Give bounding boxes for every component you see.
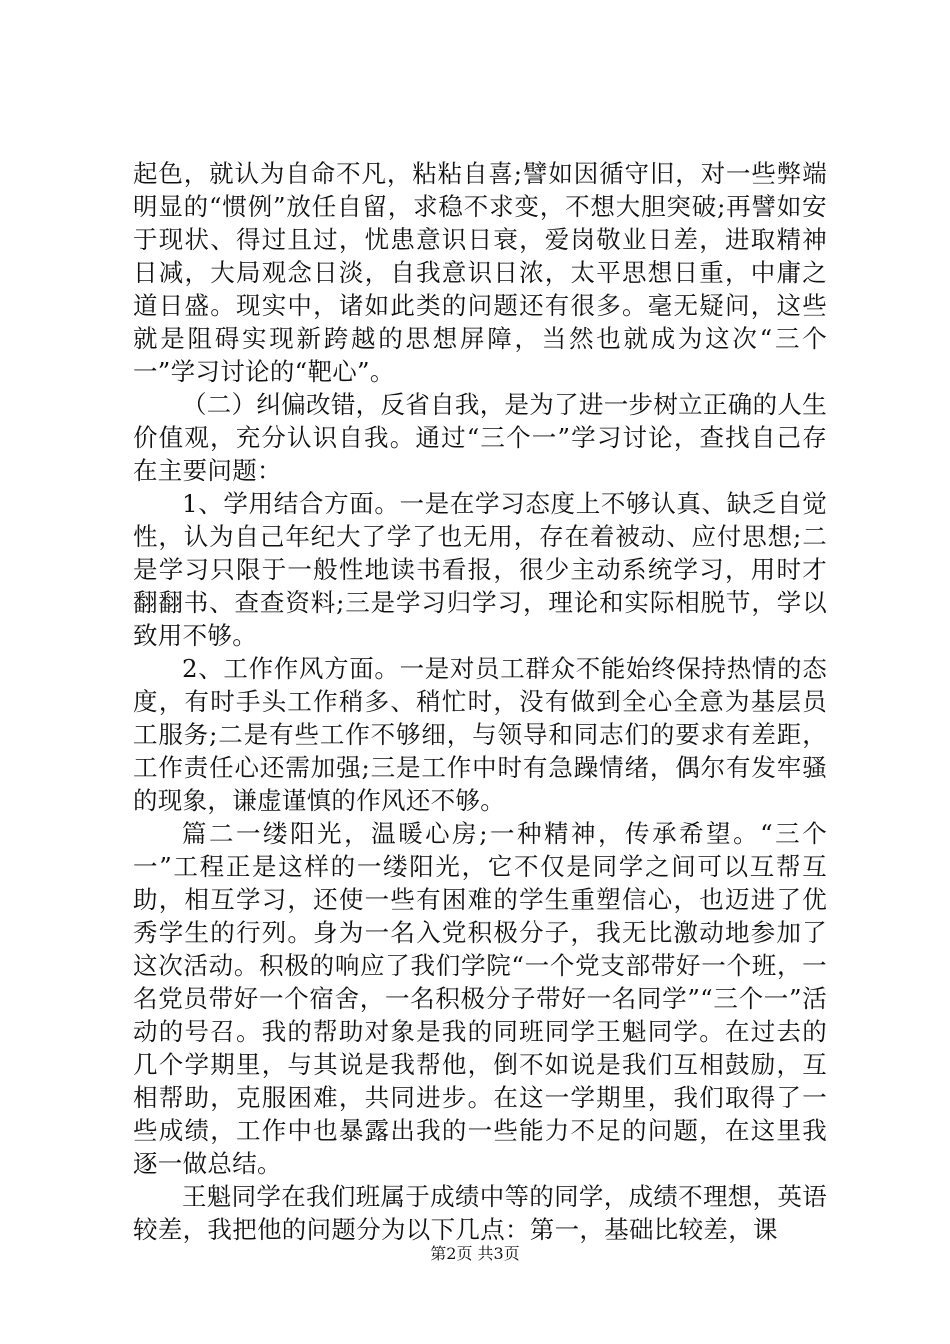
document-body [133,157,827,1246]
paragraph-section-two: （二）纠偏改错，反省自我，是为了进一步树立正确的人生价值观，充分认识自我。通过“三个一”学习讨论，查找自己存在主要问题： [133,390,827,485]
paragraph-wang-kui: 王魁同学在我们班属于成绩中等的同学，成绩不理想，英语较差，我把他的问题分为以下几点：第一，基础比较差，课 [133,1182,827,1244]
paragraph-study-application: 1、学用结合方面。一是在学习态度上不够认真、缺乏自觉性，认为自己年纪大了学了也无用，存在着被动、应付思想;二是学习只限于一般性地读书看报，很少主动系统学习，用时才翻翻书、查查资料;三是学习归学习，理论和实际相脱节，学以致用不够。 [133,489,827,650]
paragraph-work-style: 2、工作作风方面。一是对员工群众不能始终保持热情的态度，有时手头工作稍多、稍忙时，没有做到全心全意为基层员工服务;二是有些工作不够细，与领导和同志们的要求有差距，工作责任心还需加强;三是工作中时有急躁情绪，偶尔有发牢骚的现象，谦虚谨慎的作风还不够。 [133,654,827,815]
page-footer: 第2页 共3页 [430,1244,520,1263]
paragraph-continuation: 起色，就认为自命不凡，粘粘自喜;譬如因循守旧，对一些弊端明显的“惯例”放任自留，求稳不求变，不想大胆突破;再譬如安于现状、得过且过，忧患意识日衰，爱岗敬业日差，进取精神日减，大局观念日淡，自我意识日浓，太平思想日重，中庸之道日盛。现实中，诸如此类的问题还有很多。毫无疑问，这些就是阻碍实现新跨越的思想屏障，当然也就成为这次“三个一”学习讨论的“靶心”。 [133,159,827,386]
paragraph-article-two: 篇二一缕阳光，温暖心房;一种精神，传承希望。“三个一”工程正是这样的一缕阳光，它不仅是同学之间可以互帮互助，相互学习，还使一些有困难的学生重塑信心，也迈进了优秀学生的行列。身为一名入党积极分子，我无比激动地参加了这次活动。积极的响应了我们学院“一个党支部带好一个班，一名党员带好一个宿舍，一名积极分子带好一名同学”“三个一”活动的号召。我的帮助对象是我的同班同学王魁同学。在过去的几个学期里，与其说是我帮他，倒不如说是我们互相鼓励，互相帮助，克服困难，共同进步。在这一学期里，我们取得了一些成绩，工作中也暴露出我的一些能力不足的问题，在这里我逐一做总结。 [133,819,827,1178]
